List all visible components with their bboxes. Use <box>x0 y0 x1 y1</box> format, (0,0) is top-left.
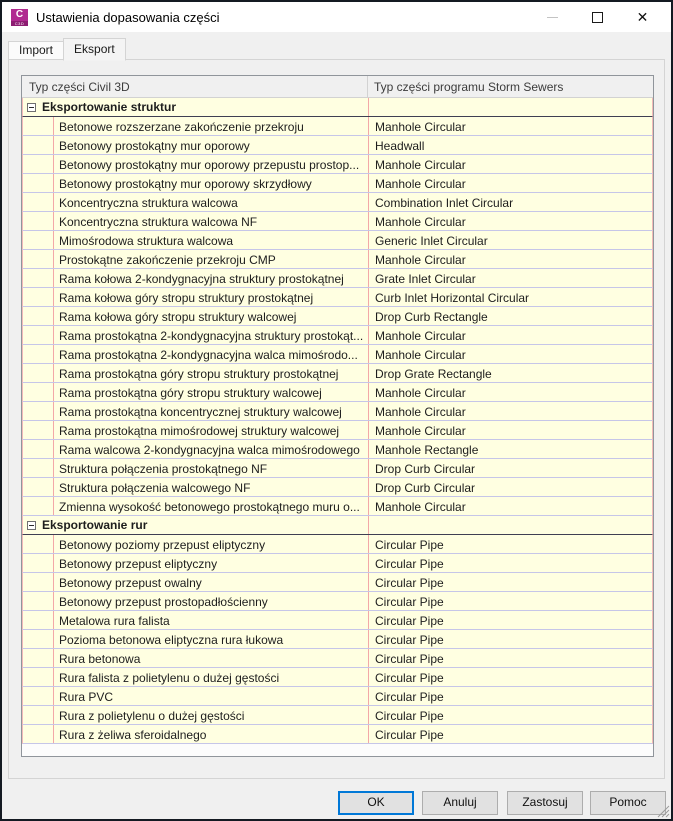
civil3d-app-icon <box>11 9 28 26</box>
storm-sewers-part-cell[interactable]: Circular Pipe <box>368 725 652 743</box>
group-label: Eksportowanie rur <box>42 518 148 532</box>
civil3d-icon-letter: C <box>15 8 24 20</box>
row-indent <box>23 402 53 420</box>
civil3d-part-cell[interactable]: Rama walcowa 2-kondygnacyjna walca mimośrodowego <box>53 440 368 458</box>
civil3d-part-cell[interactable]: Betonowe rozszerzane zakończenie przekroju <box>53 117 368 135</box>
row-indent <box>23 497 53 515</box>
mapping-row[interactable] <box>22 307 653 326</box>
storm-sewers-part-cell[interactable]: Curb Inlet Horizontal Circular <box>368 288 652 306</box>
mapping-row[interactable] <box>22 611 653 630</box>
ok-button[interactable]: OK <box>338 791 414 815</box>
tabstrip <box>8 33 126 60</box>
row-indent <box>23 136 53 154</box>
group-row[interactable] <box>22 516 653 535</box>
storm-sewers-part-cell[interactable]: Manhole Circular <box>368 345 652 363</box>
storm-sewers-part-cell[interactable]: Drop Curb Circular <box>368 459 652 477</box>
storm-sewers-part-cell[interactable]: Circular Pipe <box>368 630 652 648</box>
mapping-row[interactable] <box>22 630 653 649</box>
storm-sewers-part-cell[interactable]: Manhole Circular <box>368 117 652 135</box>
storm-sewers-part-cell[interactable]: Manhole Circular <box>368 402 652 420</box>
group-empty-cell <box>368 516 652 534</box>
civil3d-part-cell[interactable]: Betonowy prostokątny mur oporowy przepustu prostop... <box>53 155 368 173</box>
window-title: Ustawienia dopasowania części <box>36 9 220 25</box>
row-indent <box>23 630 53 648</box>
mapping-row[interactable] <box>22 364 653 383</box>
mapping-row[interactable] <box>22 231 653 250</box>
row-indent <box>23 326 53 344</box>
storm-sewers-part-cell[interactable]: Circular Pipe <box>368 687 652 705</box>
mapping-row[interactable] <box>22 136 653 155</box>
storm-sewers-part-cell[interactable]: Circular Pipe <box>368 573 652 591</box>
civil3d-part-cell[interactable]: Betonowy poziomy przepust eliptyczny <box>53 535 368 553</box>
civil3d-part-cell[interactable]: Struktura połączenia walcowego NF <box>53 478 368 496</box>
tab-eksport[interactable]: Eksport <box>63 38 126 61</box>
row-indent <box>23 421 53 439</box>
row-indent <box>23 592 53 610</box>
mapping-row[interactable] <box>22 269 653 288</box>
storm-sewers-part-cell[interactable]: Manhole Circular <box>368 383 652 401</box>
row-indent <box>23 535 53 553</box>
civil3d-part-cell[interactable]: Rura falista z polietylenu o dużej gęstości <box>53 668 368 686</box>
civil3d-part-cell[interactable]: Koncentryczna struktura walcowa NF <box>53 212 368 230</box>
storm-sewers-part-cell[interactable]: Circular Pipe <box>368 668 652 686</box>
parts-mapping-grid <box>21 75 654 757</box>
mapping-row[interactable] <box>22 288 653 307</box>
storm-sewers-part-cell[interactable]: Circular Pipe <box>368 611 652 629</box>
cancel-button[interactable]: Anuluj <box>422 791 498 815</box>
civil3d-part-cell[interactable]: Rura z polietylenu o dużej gęstości <box>53 706 368 724</box>
civil3d-part-cell[interactable]: Betonowy przepust eliptyczny <box>53 554 368 572</box>
eksport-tab-page <box>8 59 665 779</box>
civil3d-part-cell[interactable]: Rama prostokątna góry stropu struktury prostokątnej <box>53 364 368 382</box>
group-label-cell[interactable] <box>23 98 368 116</box>
storm-sewers-part-cell[interactable]: Manhole Circular <box>368 497 652 515</box>
column-header-storm-sewers[interactable]: Typ części programu Storm Sewers <box>374 80 564 94</box>
group-row[interactable] <box>22 98 653 117</box>
civil3d-part-cell[interactable]: Rura PVC <box>53 687 368 705</box>
storm-sewers-part-cell[interactable]: Headwall <box>368 136 652 154</box>
group-empty-cell <box>368 98 652 116</box>
row-indent <box>23 345 53 363</box>
row-indent <box>23 687 53 705</box>
civil3d-part-cell[interactable]: Betonowy przepust prostopadłościenny <box>53 592 368 610</box>
civil3d-part-cell[interactable]: Rama kołowa góry stropu struktury walcowej <box>53 307 368 325</box>
row-indent <box>23 554 53 572</box>
civil3d-part-cell[interactable]: Rama prostokątna 2-kondygnacyjna struktury prostokąt... <box>53 326 368 344</box>
row-indent <box>23 459 53 477</box>
civil3d-part-cell[interactable]: Pozioma betonowa eliptyczna rura łukowa <box>53 630 368 648</box>
close-icon: ✕ <box>636 9 649 25</box>
row-indent <box>23 212 53 230</box>
mapping-row[interactable] <box>22 535 653 554</box>
civil3d-part-cell[interactable]: Prostokątne zakończenie przekroju CMP <box>53 250 368 268</box>
mapping-row[interactable] <box>22 421 653 440</box>
apply-button[interactable]: Zastosuj <box>507 791 583 815</box>
row-indent <box>23 668 53 686</box>
mapping-row[interactable] <box>22 117 653 136</box>
civil3d-part-cell[interactable]: Rama kołowa 2-kondygnacyjna struktury prostokątnej <box>53 269 368 287</box>
mapping-row[interactable] <box>22 592 653 611</box>
mapping-row[interactable] <box>22 383 653 402</box>
minimize-icon <box>547 17 558 18</box>
civil3d-part-cell[interactable]: Betonowy przepust owalny <box>53 573 368 591</box>
civil3d-part-cell[interactable]: Rama prostokątna góry stropu struktury walcowej <box>53 383 368 401</box>
storm-sewers-part-cell[interactable]: Circular Pipe <box>368 554 652 572</box>
mapping-row[interactable] <box>22 706 653 725</box>
mapping-row[interactable] <box>22 687 653 706</box>
civil3d-part-cell[interactable]: Betonowy prostokątny mur oporowy skrzydłowy <box>53 174 368 192</box>
row-indent <box>23 288 53 306</box>
civil3d-part-cell[interactable]: Koncentryczna struktura walcowa <box>53 193 368 211</box>
mapping-row[interactable] <box>22 193 653 212</box>
storm-sewers-part-cell[interactable]: Manhole Circular <box>368 155 652 173</box>
mapping-row[interactable] <box>22 554 653 573</box>
collapse-minus-icon[interactable] <box>27 521 36 530</box>
civil3d-part-cell[interactable]: Rama kołowa góry stropu struktury prostokątnej <box>53 288 368 306</box>
row-indent <box>23 573 53 591</box>
maximize-icon <box>592 12 603 23</box>
storm-sewers-part-cell[interactable]: Manhole Circular <box>368 212 652 230</box>
row-indent <box>23 117 53 135</box>
mapping-row[interactable] <box>22 212 653 231</box>
column-header-civil3d[interactable]: Typ części Civil 3D <box>22 76 368 97</box>
grid-body <box>22 98 653 744</box>
row-indent <box>23 155 53 173</box>
storm-sewers-part-cell[interactable]: Manhole Rectangle <box>368 440 652 458</box>
storm-sewers-part-cell[interactable]: Drop Grate Rectangle <box>368 364 652 382</box>
storm-sewers-part-cell[interactable]: Circular Pipe <box>368 649 652 667</box>
row-indent <box>23 364 53 382</box>
row-indent <box>23 174 53 192</box>
civil3d-part-cell[interactable]: Struktura połączenia prostokątnego NF <box>53 459 368 477</box>
group-label-cell[interactable] <box>23 516 368 534</box>
mapping-row[interactable] <box>22 668 653 687</box>
storm-sewers-part-cell[interactable]: Circular Pipe <box>368 592 652 610</box>
storm-sewers-part-cell[interactable]: Circular Pipe <box>368 706 652 724</box>
maximize-button[interactable] <box>575 2 620 32</box>
civil3d-part-cell[interactable]: Metalowa rura falista <box>53 611 368 629</box>
row-indent <box>23 307 53 325</box>
mapping-row[interactable] <box>22 649 653 668</box>
row-indent <box>23 706 53 724</box>
group-label: Eksportowanie struktur <box>42 100 177 114</box>
mapping-row[interactable] <box>22 440 653 459</box>
mapping-row[interactable] <box>22 345 653 364</box>
dialog-button-bar <box>2 780 671 819</box>
civil3d-icon-subtext: C3D <box>11 21 28 26</box>
storm-sewers-part-cell[interactable]: Manhole Circular <box>368 174 652 192</box>
civil3d-part-cell[interactable]: Rama prostokątna 2-kondygnacyjna walca mimośrodo... <box>53 345 368 363</box>
close-button[interactable] <box>620 2 665 32</box>
mapping-row[interactable] <box>22 326 653 345</box>
row-indent <box>23 231 53 249</box>
storm-sewers-part-cell[interactable]: Combination Inlet Circular <box>368 193 652 211</box>
civil3d-part-cell[interactable]: Rama prostokątna koncentrycznej struktury walcowej <box>53 402 368 420</box>
civil3d-part-cell[interactable]: Rura z żeliwa sferoidalnego <box>53 725 368 743</box>
titlebar <box>2 2 671 32</box>
storm-sewers-part-cell[interactable]: Drop Curb Rectangle <box>368 307 652 325</box>
civil3d-part-cell[interactable]: Rama prostokątna mimośrodowej struktury walcowej <box>53 421 368 439</box>
civil3d-part-cell[interactable]: Zmienna wysokość betonowego prostokątnego muru o... <box>53 497 368 515</box>
storm-sewers-part-cell[interactable]: Manhole Circular <box>368 250 652 268</box>
row-indent <box>23 250 53 268</box>
resize-grip-icon[interactable] <box>656 804 670 818</box>
collapse-minus-icon[interactable] <box>27 103 36 112</box>
mapping-row[interactable] <box>22 155 653 174</box>
row-indent <box>23 611 53 629</box>
row-indent <box>23 649 53 667</box>
row-indent <box>23 193 53 211</box>
mapping-row[interactable] <box>22 402 653 421</box>
row-indent <box>23 478 53 496</box>
storm-sewers-part-cell[interactable]: Manhole Circular <box>368 326 652 344</box>
mapping-row[interactable] <box>22 459 653 478</box>
grid-header <box>22 76 653 98</box>
row-indent <box>23 725 53 743</box>
tab-import[interactable]: Import <box>8 41 63 60</box>
window-controls <box>530 2 665 32</box>
row-indent <box>23 383 53 401</box>
civil3d-part-cell[interactable]: Betonowy prostokątny mur oporowy <box>53 136 368 154</box>
civil3d-part-cell[interactable]: Mimośrodowa struktura walcowa <box>53 231 368 249</box>
minimize-button <box>530 2 575 32</box>
help-button[interactable]: Pomoc <box>590 791 666 815</box>
mapping-row[interactable] <box>22 497 653 516</box>
storm-sewers-part-cell[interactable]: Manhole Circular <box>368 421 652 439</box>
mapping-row[interactable] <box>22 478 653 497</box>
storm-sewers-part-cell[interactable]: Generic Inlet Circular <box>368 231 652 249</box>
row-indent <box>23 440 53 458</box>
storm-sewers-part-cell[interactable]: Grate Inlet Circular <box>368 269 652 287</box>
row-indent <box>23 269 53 287</box>
mapping-row[interactable] <box>22 174 653 193</box>
mapping-row[interactable] <box>22 725 653 744</box>
mapping-row[interactable] <box>22 573 653 592</box>
storm-sewers-part-cell[interactable]: Drop Curb Circular <box>368 478 652 496</box>
mapping-row[interactable] <box>22 250 653 269</box>
civil3d-part-cell[interactable]: Rura betonowa <box>53 649 368 667</box>
storm-sewers-part-cell[interactable]: Circular Pipe <box>368 535 652 553</box>
